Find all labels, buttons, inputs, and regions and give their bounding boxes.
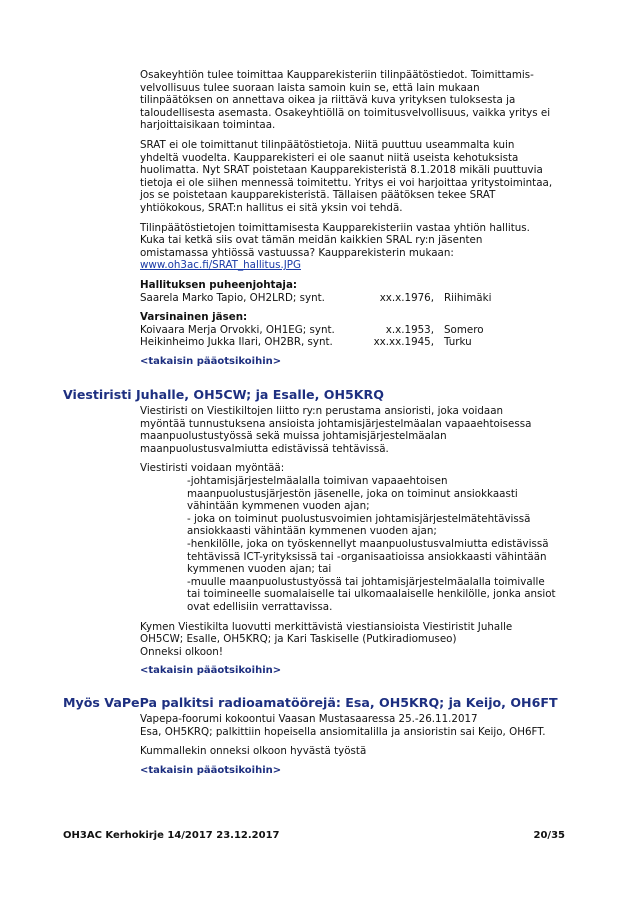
board-row: Koivaara Merja Orvokki, OH1EG; synt. x.x.1953, Somero xyxy=(140,323,484,336)
paragraph: Vapepa-foorumi kokoontui Vaasan Mustasaaressa 25.-26.11.2017 Esa, OH5KRQ; palkittiin hopeisella ansiomitalilla ja ansioristin sai Keijo, OH6FT. xyxy=(140,713,546,738)
page-number: 20/35 xyxy=(533,830,565,841)
chair-title: Hallituksen puheenjohtaja: xyxy=(140,278,298,291)
page-footer xyxy=(63,830,565,841)
paragraph: Osakeyhtiön tulee toimittaa Kaupparekisteriin tilinpäätöstiedot. Toimittamis- velvollisuus tulee suoraan laista samoin kuin se, että lain mukaan tilinpäätöksen on annettava oikea ja riittävä kuva yrityksen tuloksesta ja taloudellisesta asemasta. Osakeyhtiöllä on toimitusvelvollisuus, vaikka yritys ei harjoittaisikaan toimintaa. xyxy=(140,69,551,132)
footer-issue: OH3AC Kerhokirje 14/2017 23.12.2017 xyxy=(63,830,280,841)
back-to-headlines-link[interactable]: <takaisin pääotsikoihin> xyxy=(140,355,282,367)
paragraph: Viestiristi on Viestikiltojen liitto ry:n perustama ansioristi, joka voidaan myöntää tunnustuksena ansioista johtamisjärjestelmäalan vapaaehtoisessa maanpuolustustyössä sekä muissa johtamisjärjestelmäalan maanpuolustusvalmiutta edistävissä tehtävissä. xyxy=(140,405,532,455)
section3-body xyxy=(140,713,586,777)
paragraph: SRAT ei ole toimittanut tilinpäätöstietoja. Niitä puuttuu useammalta kuin yhdeltä vuodelta. Kaupparekisteri ei ole saanut niitä useista kehotuksista huolimatta. Nyt SRAT poistetaan Kaupparekisteristä 8.1.2018 mikäli puuttuvia tietoja ei ole siihen mennessä toimitettu. Yritys ei voi harjoittaa yritystoimintaa, jos se poistetaan kaupparekisteristä. Tällaisen päätöksen tekee SRAT yhtiökokous, SRAT:n hallitus ei sitä yksin voi tehdä. xyxy=(140,138,553,214)
paragraph: Kummallekin onneksi olkoon hyvästä työstä xyxy=(140,745,367,758)
section2-body xyxy=(140,405,586,678)
criteria-block: Viestiristi voidaan myöntää: -johtamisjärjestelmäalalla toimivan vapaaehtoisen maanpuolustusjärjestön jäsenelle, joka on toiminut ansiokkaasti vähintään kymmenen vuoden ajan; - joka on toiminut puolustusvoimien johtamisjärjestelmätehtävissä ansiokkaasti vähintään kymmenen vuoden ajan; -henkilölle, joka on työskennellyt maanpuolustusvalmiutta edistävissä tehtävissä ICT-yrityksissä tai -organisaatioissa ansiokkaasti vähintään kymmenen vuoden ajan; tai -muulle maanpuolustustyössä tai johtamisjärjestelmäalalla toimivalle tai toimineelle suomalaiselle tai ulkomaalaiselle henkilölle, jonka ansiot ovat edellisiin verrattavissa. xyxy=(140,462,556,613)
section1-body xyxy=(140,69,586,368)
back-to-headlines-link[interactable]: <takaisin pääotsikoihin> xyxy=(140,764,282,776)
board-row: Heikinheimo Jukka Ilari, OH2BR, synt. xx.xx.1945, Turku xyxy=(140,336,472,349)
member-title: Varsinainen jäsen: xyxy=(140,311,248,324)
hallitus-link[interactable]: www.oh3ac.fi/SRAT_hallitus.JPG xyxy=(140,259,301,272)
paragraph: Kymen Viestikilta luovutti merkittävistä viestiansioista Viestiristit Juhalle OH5CW; Esalle, OH5KRQ; ja Kari Taskiselle (Putkiradiomuseo) Onneksi olkoon! xyxy=(140,620,513,658)
section3-heading: Myös VaPePa palkitsi radioamatöörejä: Esa, OH5KRQ; ja Keijo, OH6FT xyxy=(63,695,558,710)
paragraph: Tilinpäätöstietojen toimittamisesta Kaupparekisteriin vastaa yhtiön hallitus. Kuka tai ketkä siis ovat tämän meidän kaikkien SRAL ry:n jäsenten omistamassa yhtiössä vastuussa? Kaupparekisterin mukaan: www.oh3ac.fi/SRAT_hallitus.JPG xyxy=(140,222,586,272)
section2-heading: Viestiristi Juhalle, OH5CW; ja Esalle, OH5KRQ xyxy=(63,387,384,402)
chair-block xyxy=(140,279,586,304)
board-row: Saarela Marko Tapio, OH2LRD; synt. xx.x.1976, Riihimäki xyxy=(140,291,492,304)
back-to-headlines-link[interactable]: <takaisin pääotsikoihin> xyxy=(140,665,282,677)
member-block xyxy=(140,311,586,349)
